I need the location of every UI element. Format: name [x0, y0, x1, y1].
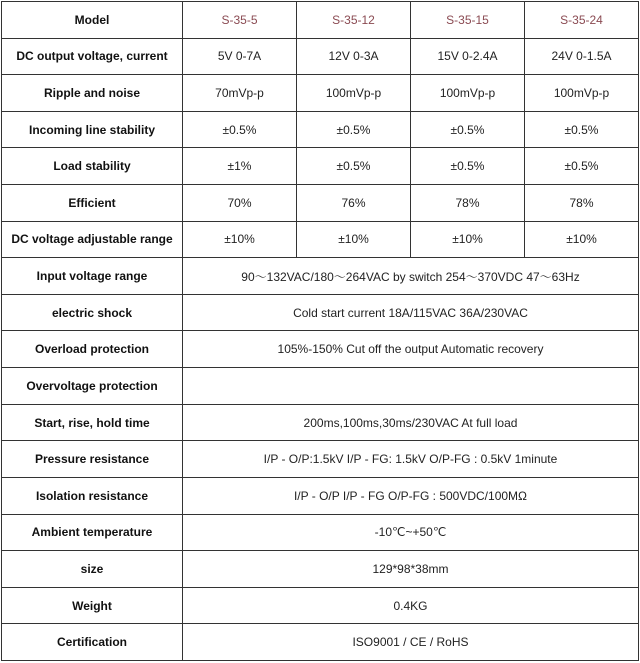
row-value: 70%: [183, 185, 297, 222]
row-value: 90～132VAC/180～264VAC by switch 254～370VDC 47～63Hz: [183, 258, 639, 295]
row-value: 100mVp-p: [297, 75, 411, 112]
row-value: -10℃~+50℃: [183, 514, 639, 551]
row-value: ±0.5%: [297, 148, 411, 185]
row-value: I/P - O/P I/P - FG O/P-FG : 500VDC/100MΩ: [183, 477, 639, 514]
row-value: ±0.5%: [525, 111, 639, 148]
row-value: ±0.5%: [297, 111, 411, 148]
spec-row-line-stability: [2, 111, 639, 148]
spec-table: [1, 1, 639, 661]
spec-row-certification: [2, 624, 639, 661]
spec-row-dc-output: [2, 38, 639, 75]
row-value: ISO9001 / CE / RoHS: [183, 624, 639, 661]
row-value: ±1%: [183, 148, 297, 185]
row-value: 5V 0-7A: [183, 38, 297, 75]
spec-row-temperature: [2, 514, 639, 551]
row-value: ±10%: [183, 221, 297, 258]
row-label: Pressure resistance: [2, 441, 183, 478]
spec-row-size: [2, 551, 639, 588]
row-value: 76%: [297, 185, 411, 222]
row-value: Cold start current 18A/115VAC 36A/230VAC: [183, 294, 639, 331]
spec-row-input-voltage: [2, 258, 639, 295]
spec-row-electric-shock: [2, 294, 639, 331]
row-value: 15V 0-2.4A: [411, 38, 525, 75]
row-value: 200ms,100ms,30ms/230VAC At full load: [183, 404, 639, 441]
row-value: 78%: [525, 185, 639, 222]
row-value: 0.4KG: [183, 587, 639, 624]
row-value: 70mVp-p: [183, 75, 297, 112]
row-label: size: [2, 551, 183, 588]
row-label: Certification: [2, 624, 183, 661]
row-value: ±0.5%: [525, 148, 639, 185]
row-label: DC voltage adjustable range: [2, 221, 183, 258]
row-label: DC output voltage, current: [2, 38, 183, 75]
model-name: S-35-24: [525, 2, 639, 39]
row-value: 24V 0-1.5A: [525, 38, 639, 75]
row-value: 105%-150% Cut off the output Automatic recovery: [183, 331, 639, 368]
row-label: Input voltage range: [2, 258, 183, 295]
row-label: Overvoltage protection: [2, 368, 183, 405]
row-value: 12V 0-3A: [297, 38, 411, 75]
model-name: S-35-15: [411, 2, 525, 39]
spec-row-isolation: [2, 477, 639, 514]
row-label: Overload protection: [2, 331, 183, 368]
row-value: ±0.5%: [411, 148, 525, 185]
row-label: Isolation resistance: [2, 477, 183, 514]
row-label: Efficient: [2, 185, 183, 222]
spec-row-pressure: [2, 441, 639, 478]
row-value: ±0.5%: [411, 111, 525, 148]
spec-row-overload: [2, 331, 639, 368]
spec-row-weight: [2, 587, 639, 624]
row-value: [183, 368, 639, 405]
spec-row-overvoltage: [2, 368, 639, 405]
row-label: Ambient temperature: [2, 514, 183, 551]
row-label: Load stability: [2, 148, 183, 185]
row-value: 100mVp-p: [411, 75, 525, 112]
row-value: 129*98*38mm: [183, 551, 639, 588]
spec-row-load-stability: [2, 148, 639, 185]
row-label: Incoming line stability: [2, 111, 183, 148]
model-name: S-35-5: [183, 2, 297, 39]
row-label: Weight: [2, 587, 183, 624]
header-row: [2, 2, 639, 39]
row-value: 100mVp-p: [525, 75, 639, 112]
header-label: Model: [2, 2, 183, 39]
row-value: 78%: [411, 185, 525, 222]
spec-row-efficiency: [2, 185, 639, 222]
model-name: S-35-12: [297, 2, 411, 39]
row-value: ±0.5%: [183, 111, 297, 148]
row-label: Ripple and noise: [2, 75, 183, 112]
row-value: I/P - O/P:1.5kV I/P - FG: 1.5kV O/P-FG : 0.5kV 1minute: [183, 441, 639, 478]
row-label: electric shock: [2, 294, 183, 331]
row-value: ±10%: [525, 221, 639, 258]
row-value: ±10%: [297, 221, 411, 258]
row-value: ±10%: [411, 221, 525, 258]
spec-row-adjust-range: [2, 221, 639, 258]
spec-row-timing: [2, 404, 639, 441]
spec-row-ripple: [2, 75, 639, 112]
row-label: Start, rise, hold time: [2, 404, 183, 441]
